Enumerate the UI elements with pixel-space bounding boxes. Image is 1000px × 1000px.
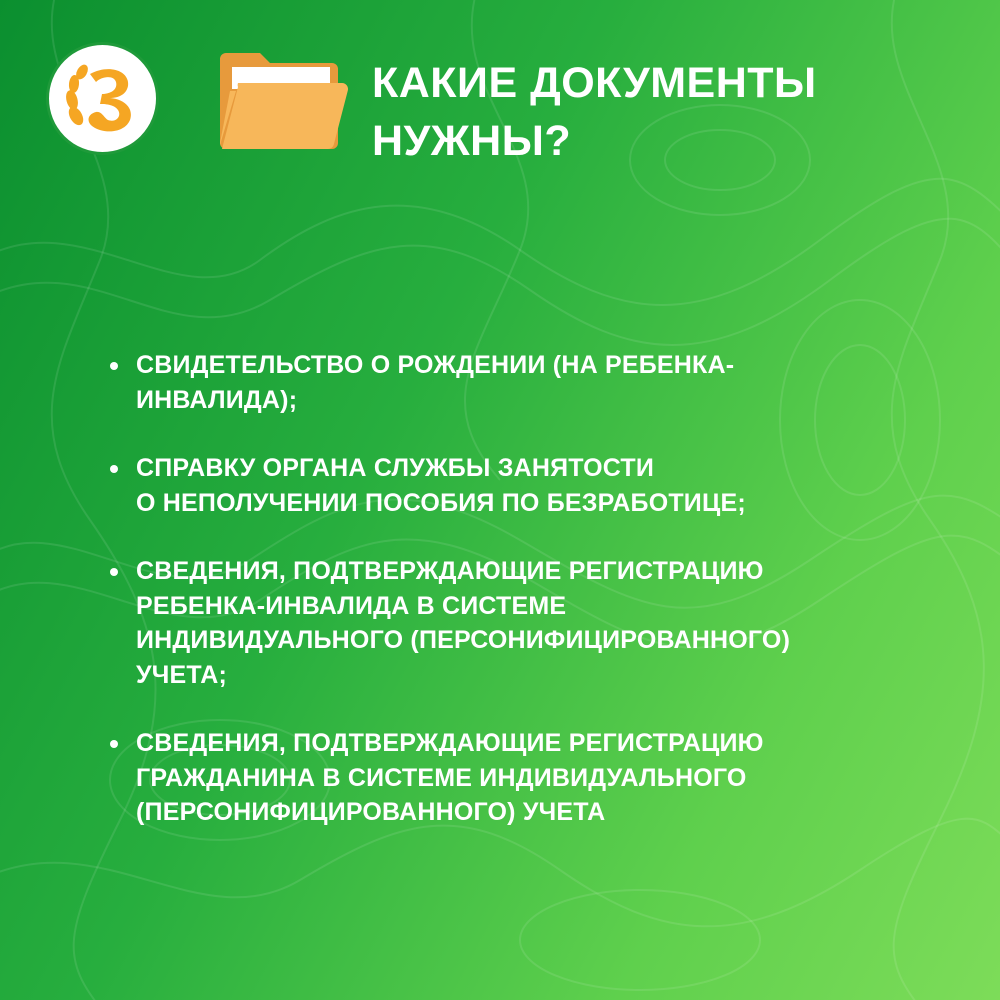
wheat-letter-v-logo xyxy=(46,42,159,155)
document-item-birth-certificate: СВИДЕТЕЛЬСТВО О РОЖДЕНИИ (НА РЕБЕНКА- ИНВАЛИДА); xyxy=(106,348,986,417)
page-title xyxy=(372,54,972,170)
title-line-1: КАКИЕ ДОКУМЕНТЫ xyxy=(372,59,817,107)
required-documents-list xyxy=(106,348,986,864)
document-item-employment-service-certificate: СПРАВКУ ОРГАНА СЛУЖБЫ ЗАНЯТОСТИ О НЕПОЛУЧЕНИИ ПОСОБИЯ ПО БЕЗРАБОТИЦЕ; xyxy=(106,451,986,520)
folder-icon xyxy=(216,51,348,151)
document-item-child-registration-info: СВЕДЕНИЯ, ПОДТВЕРЖДАЮЩИЕ РЕГИСТРАЦИЮ РЕБЕНКА-ИНВАЛИДА В СИСТЕМЕ ИНДИВИДУАЛЬНОГО (ПЕРСОНИФИЦИРОВАННОГО) УЧЕТА; xyxy=(106,554,986,692)
bullet-icon xyxy=(110,740,118,748)
bullet-icon xyxy=(110,362,118,370)
bullet-icon xyxy=(110,568,118,576)
document-item-citizen-registration-info: СВЕДЕНИЯ, ПОДТВЕРЖДАЮЩИЕ РЕГИСТРАЦИЮ ГРАЖДАНИНА В СИСТЕМЕ ИНДИВИДУАЛЬНОГО (ПЕРСОНИФИЦИРОВАННОГО) УЧЕТА xyxy=(106,726,986,830)
bullet-icon xyxy=(110,465,118,473)
title-line-2: НУЖНЫ? xyxy=(372,117,572,165)
